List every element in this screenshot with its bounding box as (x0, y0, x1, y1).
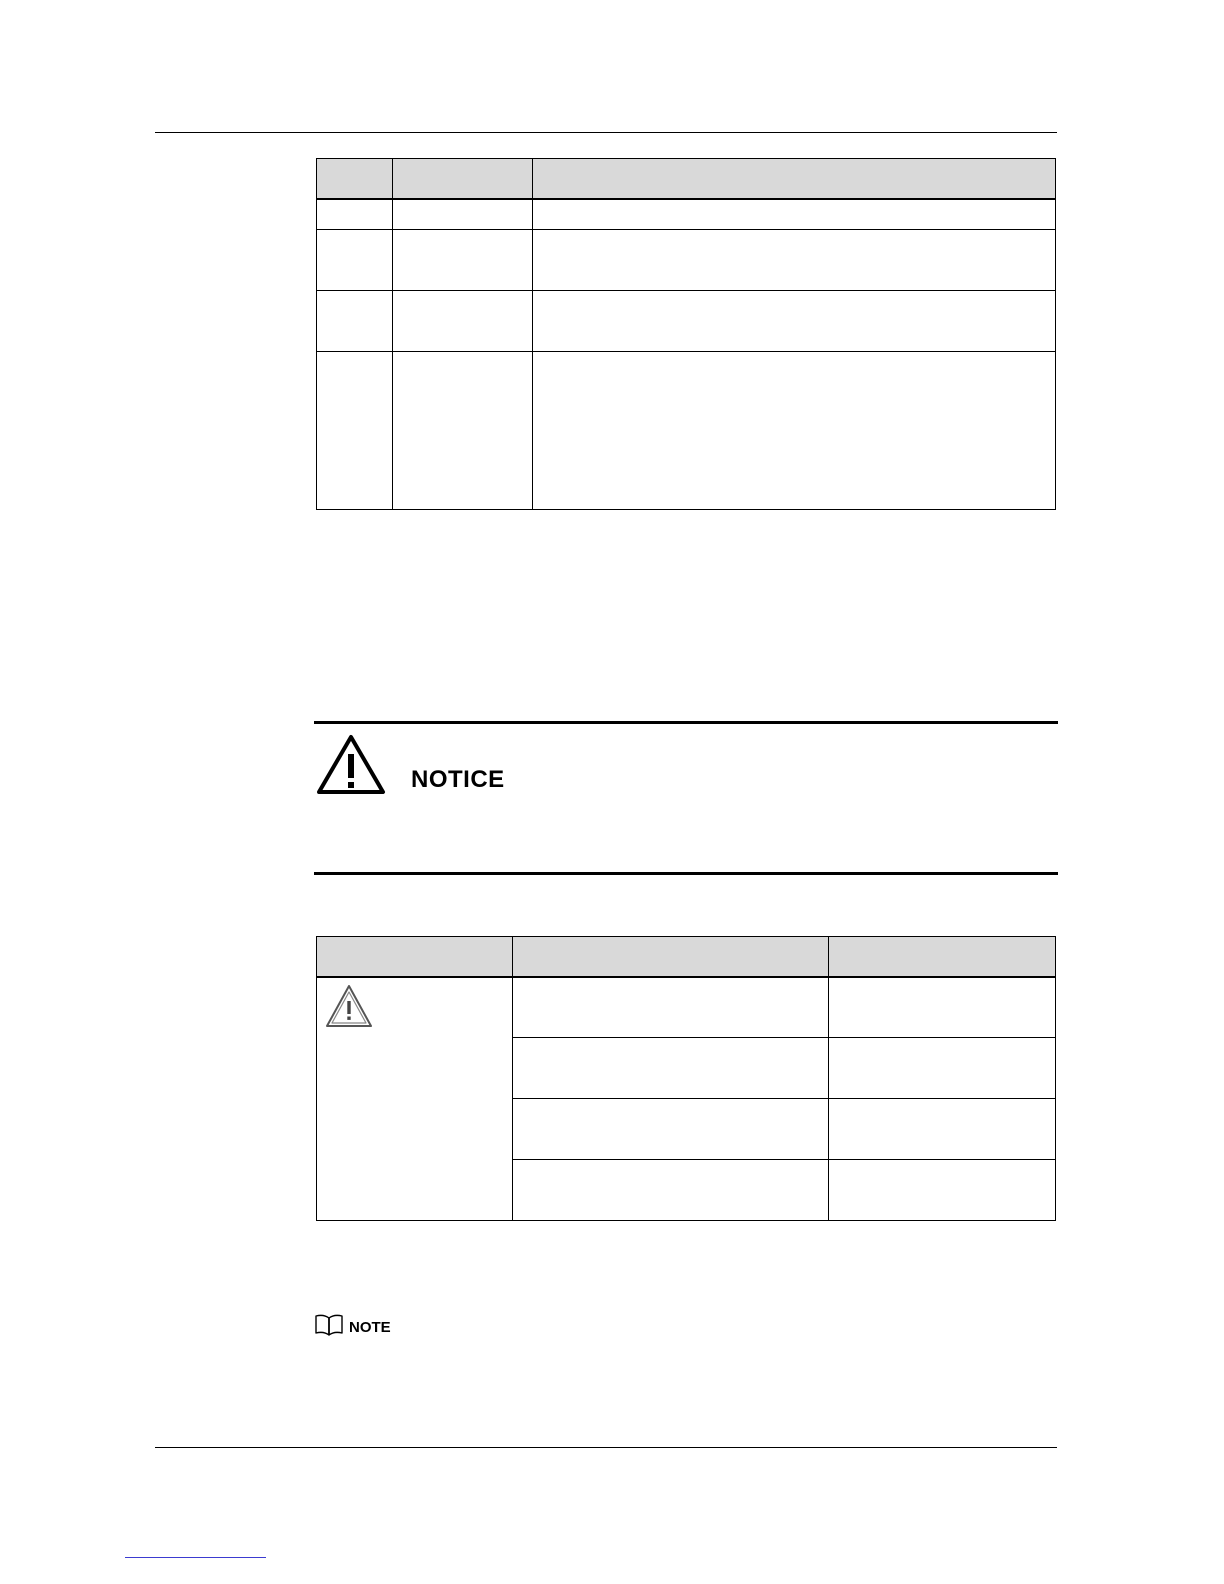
note-label: NOTE (349, 1319, 391, 1336)
footer-rule (155, 1447, 1057, 1448)
table-2 (316, 936, 1056, 1221)
notice-box (314, 721, 1058, 875)
table-cell (393, 352, 533, 510)
footer-link-underline[interactable] (125, 1557, 266, 1558)
table-cell (533, 199, 1056, 230)
hazard-triangle-icon (325, 984, 373, 1028)
book-icon (315, 1314, 343, 1336)
table-1 (316, 158, 1056, 510)
warning-triangle-icon (316, 734, 386, 796)
table-cell (513, 1160, 829, 1221)
table-cell (829, 1099, 1056, 1160)
table-cell-symbol (317, 977, 513, 1221)
table-cell (317, 230, 393, 291)
table-cell (393, 199, 533, 230)
table-2-header-cell (829, 937, 1056, 977)
table-cell (533, 291, 1056, 352)
table-cell (317, 352, 393, 510)
table-2-header-row (317, 937, 1056, 977)
table-1-header-cell (393, 159, 533, 199)
table-cell (393, 230, 533, 291)
header-rule (155, 132, 1057, 133)
table-2-header-cell (317, 937, 513, 977)
table-cell (513, 1038, 829, 1099)
notice-title: NOTICE (411, 766, 505, 793)
table-row (317, 352, 1056, 510)
table-cell (317, 291, 393, 352)
table-2-header-cell (513, 937, 829, 977)
table-row (317, 291, 1056, 352)
table-cell (393, 291, 533, 352)
table-row (317, 199, 1056, 230)
table-cell (513, 977, 829, 1038)
table-cell (533, 352, 1056, 510)
table-1-header-row (317, 159, 1056, 199)
table-cell (317, 199, 393, 230)
table-1-header-cell (533, 159, 1056, 199)
table-cell (829, 1038, 1056, 1099)
table-cell (829, 977, 1056, 1038)
table-1-header-cell (317, 159, 393, 199)
table-cell (533, 230, 1056, 291)
table-row (317, 977, 1056, 1038)
table-cell (513, 1099, 829, 1160)
table-cell (829, 1160, 1056, 1221)
table-row (317, 230, 1056, 291)
